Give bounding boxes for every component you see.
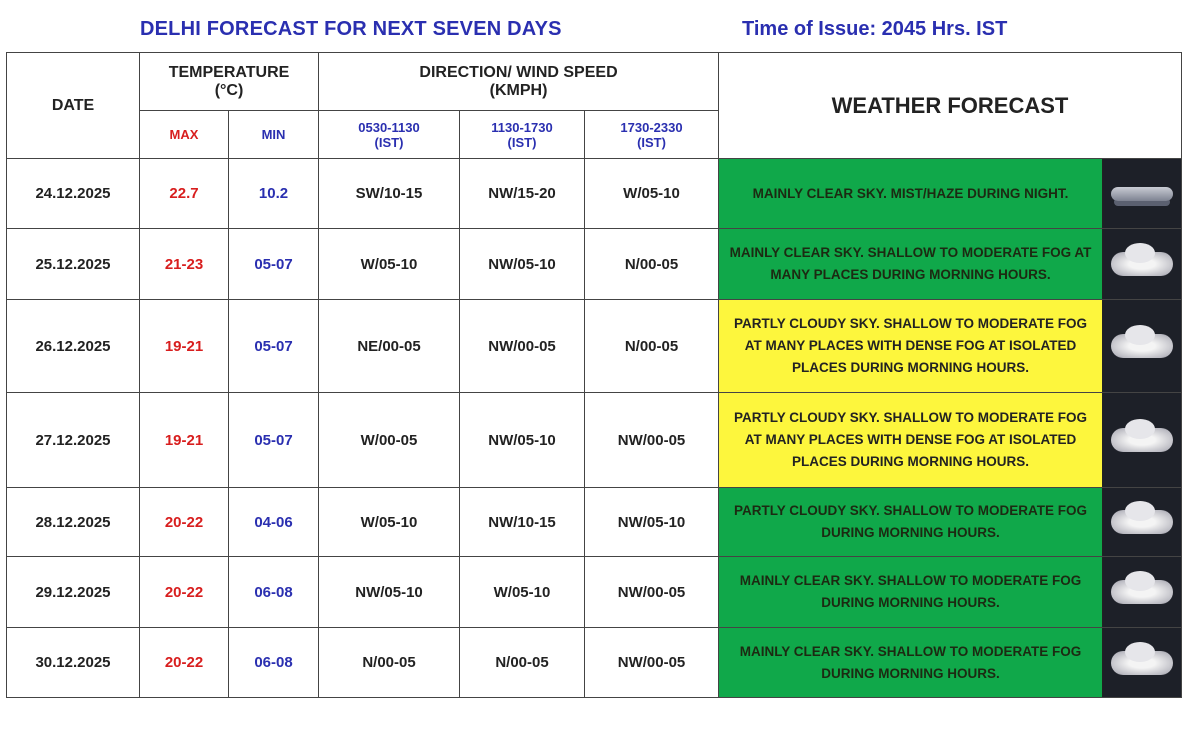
table-row: [7, 229, 1182, 300]
slot3-header: [585, 111, 719, 159]
slot2-header: [460, 111, 585, 159]
slot1-header: [319, 111, 460, 159]
wind-slot1-cell: NW/05-10: [319, 557, 460, 628]
temperature-label: TEMPERATURE: [168, 63, 290, 81]
date-cell: 28.12.2025: [7, 488, 140, 557]
fog-icon: [1102, 557, 1181, 627]
forecast-cell: [719, 300, 1182, 393]
max-cell: 20-22: [140, 628, 229, 698]
table-row: [7, 300, 1182, 393]
forecast-table: [6, 52, 1182, 698]
forecast-cell: [719, 628, 1182, 698]
forecast-cell: [719, 159, 1182, 229]
forecast-text: PARTLY CLOUDY SKY. SHALLOW TO MODERATE FOG AT MANY PLACES WITH DENSE FOG AT ISOLATED PLACES DURING MORNING HOURS.: [719, 300, 1102, 392]
wind-slot2-cell: W/05-10: [460, 557, 585, 628]
wind-slot2-cell: NW/15-20: [460, 159, 585, 229]
forecast-text: MAINLY CLEAR SKY. SHALLOW TO MODERATE FOG DURING MORNING HOURS.: [719, 628, 1102, 697]
forecast-text: MAINLY CLEAR SKY. MIST/HAZE DURING NIGHT.: [719, 159, 1102, 228]
page-title: DELHI FORECAST FOR NEXT SEVEN DAYS: [140, 18, 562, 40]
date-cell: 24.12.2025: [7, 159, 140, 229]
slot2-label: 1130-1730: [491, 119, 553, 135]
wind-slot1-cell: W/05-10: [319, 488, 460, 557]
date-header: DATE: [7, 53, 140, 159]
slot3-label: 1730-2330: [620, 119, 683, 135]
wind-header: [319, 53, 719, 111]
max-cell: 19-21: [140, 300, 229, 393]
fog-icon: [1102, 300, 1181, 392]
forecast-cell: [719, 488, 1182, 557]
min-cell: 10.2: [229, 159, 319, 229]
min-cell: 06-08: [229, 628, 319, 698]
mist-icon: [1102, 159, 1181, 228]
wind-unit: (KMPH): [489, 81, 548, 99]
forecast-text: PARTLY CLOUDY SKY. SHALLOW TO MODERATE FOG AT MANY PLACES WITH DENSE FOG AT ISOLATED PLACES DURING MORNING HOURS.: [719, 393, 1102, 487]
forecast-cell: [719, 393, 1182, 488]
wind-slot1-cell: W/00-05: [319, 393, 460, 488]
forecast-text: PARTLY CLOUDY SKY. SHALLOW TO MODERATE FOG DURING MORNING HOURS.: [719, 488, 1102, 556]
table-row: [7, 488, 1182, 557]
date-cell: 26.12.2025: [7, 300, 140, 393]
date-cell: 25.12.2025: [7, 229, 140, 300]
slot1-ist: (IST): [374, 134, 404, 150]
wind-slot3-cell: NW/00-05: [585, 557, 719, 628]
fog-icon: [1102, 628, 1181, 697]
wind-slot3-cell: N/00-05: [585, 300, 719, 393]
wind-slot2-cell: NW/05-10: [460, 229, 585, 300]
slot1-label: 0530-1130: [358, 119, 420, 135]
wind-slot3-cell: W/05-10: [585, 159, 719, 229]
min-cell: 05-07: [229, 229, 319, 300]
fog-icon: [1102, 488, 1181, 556]
forecast-header: WEATHER FORECAST: [719, 53, 1182, 159]
min-cell: 06-08: [229, 557, 319, 628]
table-row: [7, 557, 1182, 628]
max-header: MAX: [140, 111, 229, 159]
wind-slot1-cell: SW/10-15: [319, 159, 460, 229]
date-cell: 27.12.2025: [7, 393, 140, 488]
wind-slot2-cell: NW/05-10: [460, 393, 585, 488]
wind-label: DIRECTION/ WIND SPEED: [419, 63, 618, 81]
wind-slot2-cell: N/00-05: [460, 628, 585, 698]
issue-time: Time of Issue: 2045 Hrs. IST: [742, 18, 1008, 40]
wind-slot2-cell: NW/00-05: [460, 300, 585, 393]
max-cell: 19-21: [140, 393, 229, 488]
date-cell: 29.12.2025: [7, 557, 140, 628]
max-cell: 20-22: [140, 488, 229, 557]
table-row: [7, 159, 1182, 229]
min-cell: 05-07: [229, 393, 319, 488]
wind-slot2-cell: NW/10-15: [460, 488, 585, 557]
slot2-ist: (IST): [507, 134, 537, 150]
wind-slot1-cell: N/00-05: [319, 628, 460, 698]
wind-slot3-cell: N/00-05: [585, 229, 719, 300]
wind-slot1-cell: W/05-10: [319, 229, 460, 300]
forecast-text: MAINLY CLEAR SKY. SHALLOW TO MODERATE FOG DURING MORNING HOURS.: [719, 557, 1102, 627]
fog-icon: [1102, 393, 1181, 487]
forecast-cell: [719, 229, 1182, 300]
fog-icon: [1102, 229, 1181, 299]
min-cell: 05-07: [229, 300, 319, 393]
temperature-unit: (°C): [214, 81, 244, 99]
forecast-cell: [719, 557, 1182, 628]
max-cell: 21-23: [140, 229, 229, 300]
min-cell: 04-06: [229, 488, 319, 557]
forecast-text: MAINLY CLEAR SKY. SHALLOW TO MODERATE FOG AT MANY PLACES DURING MORNING HOURS.: [719, 229, 1102, 299]
table-row: [7, 628, 1182, 698]
temperature-header: [140, 53, 319, 111]
max-cell: 22.7: [140, 159, 229, 229]
min-header: MIN: [229, 111, 319, 159]
wind-slot3-cell: NW/00-05: [585, 393, 719, 488]
max-cell: 20-22: [140, 557, 229, 628]
slot3-ist: (IST): [637, 134, 666, 150]
wind-slot1-cell: NE/00-05: [319, 300, 460, 393]
table-row: [7, 393, 1182, 488]
wind-slot3-cell: NW/00-05: [585, 628, 719, 698]
wind-slot3-cell: NW/05-10: [585, 488, 719, 557]
date-cell: 30.12.2025: [7, 628, 140, 698]
